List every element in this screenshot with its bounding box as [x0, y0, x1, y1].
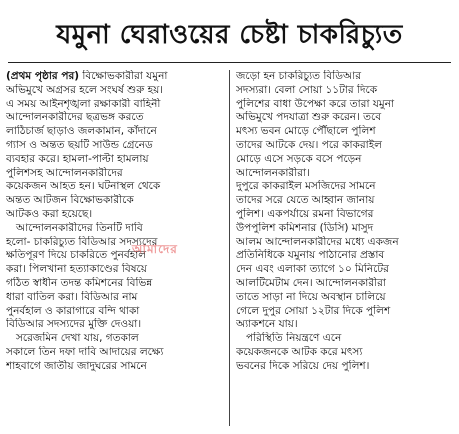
headline: যমুনা ঘেরাওয়ের চেষ্টা চাকরিচ্যুত — [56, 20, 403, 50]
article-line: আন্দোলনকারীদের ছত্রভঙ্গ করতে — [6, 111, 144, 124]
article-line: ক্ষতিপূরণ দিয়ে চাকরিতে পুনর্বহাল — [6, 249, 147, 262]
article-line: বিডিআর সদস্যদের মুক্তি দেওয়া। — [6, 318, 142, 331]
article-line: এ সময় আইনশৃঙ্খলা রক্ষাকারী বাহিনী — [6, 97, 161, 110]
article-line: করা। পিলখানা হত্যাকাণ্ডের বিষয়ে — [6, 263, 147, 276]
article-line: আটকও করা হয়েছে। — [6, 207, 93, 220]
column-divider — [229, 70, 230, 426]
article-line: শাহবাগে জাতীয় জাদুঘরের সামনে — [6, 359, 147, 372]
article-line: ব্যবহার করে। হামলা-পাল্টা হামলায় — [6, 152, 149, 165]
article-line: পুনর্বহাল ও কারাগারে বন্দি থাকা — [6, 304, 140, 317]
article-line: মোড়ে এসে সড়কে বসে পড়েন — [236, 152, 362, 165]
watermark: আমাদের — [132, 242, 178, 256]
article-line — [6, 70, 224, 84]
article-line: পুলিশসহ আন্দোলনকারীদের — [6, 166, 123, 179]
article-line: কয়েকজন আহত হন। ঘটনাস্থল থেকে — [6, 180, 161, 193]
article-line: হলো- চাকরিচ্যুত বিডিআর সদস্যদের — [6, 235, 158, 248]
article-line: তাতে সাড়া না দিয়ে অবস্থান চালিয়ে — [236, 290, 386, 303]
article-line: সকালে তিন দফা দাবি আদায়ের লক্ষ্যে — [6, 345, 164, 358]
article-line: আন্দোলনকারীরা। — [236, 166, 310, 179]
article-line: লাঠিচার্জ ছাড়াও জলকামান, কাঁদানে — [6, 125, 157, 138]
article-line: অভিমুখে অগ্রসর হলে সংঘর্ষ শুরু হয়। — [6, 83, 164, 96]
article-line: আলটিমেটাম দেন। আন্দোলনকারীরা — [236, 276, 386, 289]
article-line: সরেজমিন দেখা যায়, গতকাল — [16, 332, 139, 345]
article-line: জড়ো হন চাকরিচ্যুত বিডিআর — [236, 70, 361, 82]
article-line: উপপুলিশ কমিশনার (ডিসি) মাসুদ — [236, 221, 374, 234]
article-line: অন্তত আটজন বিক্ষোভকারীকে — [6, 194, 134, 207]
article-line: মৎস্য ভবন মোড়ে পৌঁছালে পুলিশ — [236, 125, 376, 138]
article-line-text: বিক্ষোভকারীরা যমুনা — [79, 70, 168, 82]
article-line: সদস্যরা। বেলা সোয়া ১১টার দিকে — [236, 83, 378, 96]
article-line: ভবনের দিকে সরিয়ে দেয় পুলিশ। — [236, 359, 370, 372]
article-line: কয়েকজনকে আটক করে মৎস্য — [236, 345, 363, 358]
article-line: অভিমুখে পদযাত্রা শুরু করেন। তবে — [236, 111, 382, 124]
article-line: অ্যাকশনে যায়। — [236, 318, 298, 331]
article-line: দুপুরে কাকরাইল মসজিদের সামনে — [236, 180, 376, 193]
article-line: গঠিত স্বাধীন তদন্ত কমিশনের বিভিন্ন — [6, 276, 153, 289]
article-line: তাদের সরে যেতে আহ্বান জানায় — [236, 194, 375, 207]
article-line: আন্দোলনকারীদের তিনটি দাবি — [16, 221, 143, 234]
article-line: পুলিশ। একপর্যায়ে রমনা বিভাগের — [236, 207, 374, 220]
headline-area — [0, 0, 459, 64]
article-line: গেলে দুপুর সোয়া ১২টার দিকে পুলিশ — [236, 304, 391, 317]
article-line: প্রতিনিধিকে যমুনায় পাঠানোর প্রস্তাব — [236, 249, 385, 262]
article-line: পুলিশের বাধা উপেক্ষা করে তারা যমুনা — [236, 97, 395, 110]
article-line: তাদের আটকে দেয়। পরে কাকরাইল — [236, 138, 382, 151]
article-line: দেন এবং এলাকা ত্যাগে ১০ মিনিটের — [236, 263, 389, 276]
article-line: ধারা বাতিল করা। বিডিআর নাম — [6, 290, 138, 303]
article-line: গ্যাস ও অন্তত ছয়টি সাউন্ড গ্রেনেড — [6, 138, 153, 151]
right-column — [236, 70, 454, 374]
article-line: পরিস্থিতি নিয়ন্ত্রণে এনে — [246, 332, 342, 345]
left-column — [6, 70, 224, 374]
article-line: আলম আন্দোলনকারীদের মধ্যে একজন — [236, 235, 399, 248]
continuation-kicker: (প্রথম পৃষ্ঠার পর) — [6, 70, 80, 82]
headline-rule — [8, 62, 451, 63]
